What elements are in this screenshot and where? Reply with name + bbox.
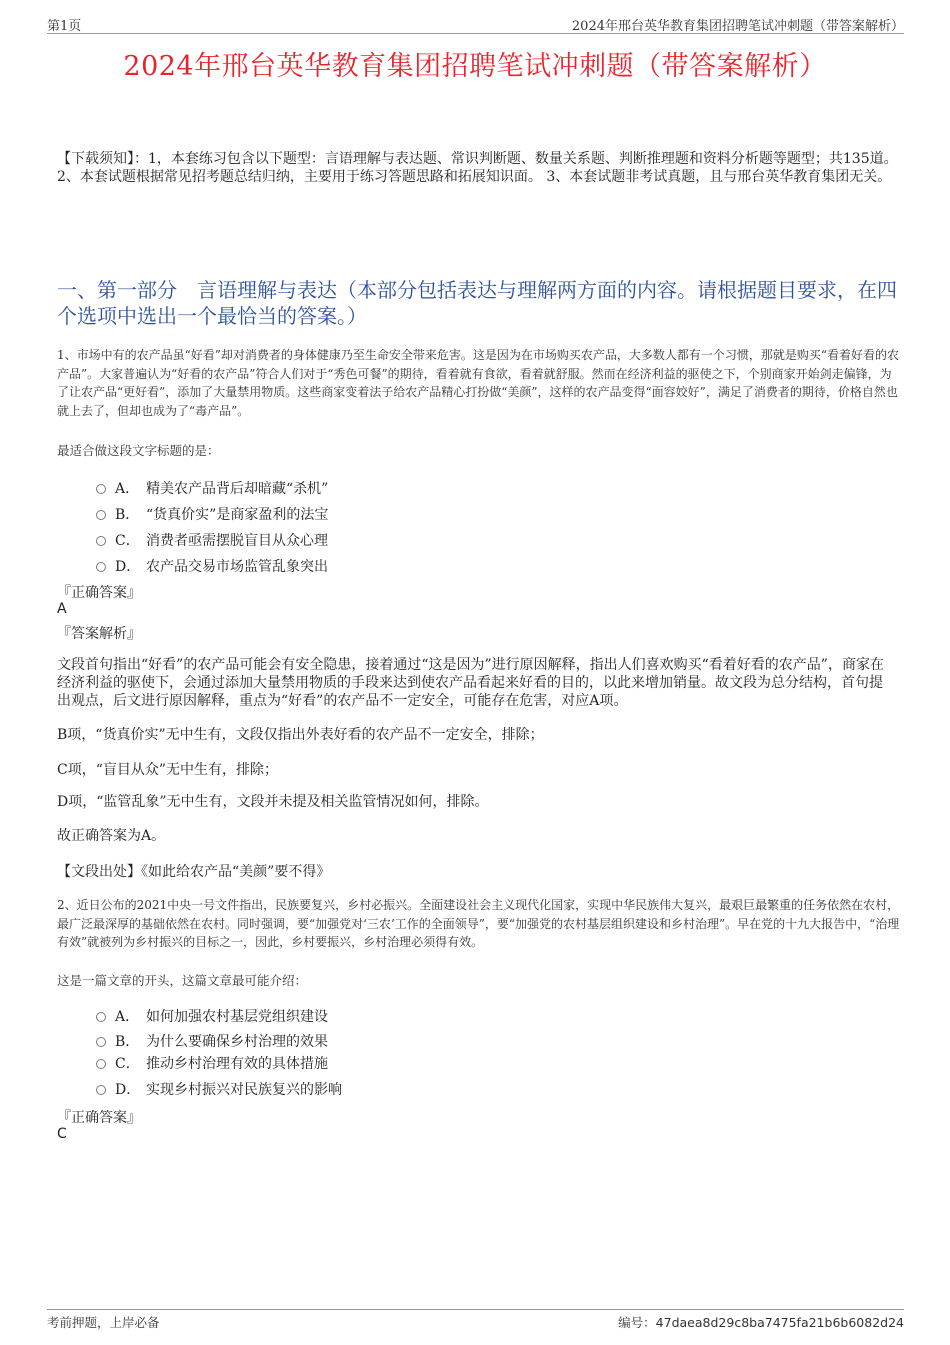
option-letter: D． [115, 559, 141, 575]
question-1-option-c[interactable] [96, 530, 328, 550]
option-text: 农产品交易市场监管乱象突出 [146, 559, 328, 575]
option-letter: B． [115, 1034, 140, 1050]
header-divider [47, 33, 904, 34]
option-letter: D． [115, 1082, 141, 1098]
radio-icon[interactable] [96, 510, 106, 520]
radio-icon[interactable] [96, 1012, 106, 1022]
option-text: 如何加强农村基层党组织建设 [146, 1009, 328, 1025]
question-1-analysis-paragraph: D项，“监管乱象”无中生有，文段并未提及相关监管情况如何，排除。 [57, 794, 489, 810]
option-text: 推动乡村治理有效的具体措施 [146, 1056, 328, 1072]
question-1-prompt: 最适合做这段文字标题的是： [57, 443, 220, 458]
page-title: 2024年邢台英华教育集团招聘笔试冲刺题（带答案解析） [123, 51, 827, 82]
serial-code: 47daea8d29c8ba7475fa21b6b6082d24 [655, 1315, 904, 1330]
footer-divider [47, 1309, 904, 1310]
option-text: 消费者亟需摆脱盲目从众心理 [146, 533, 328, 549]
question-2-text: 2、近日公布的2021中央一号文件指出，民族要复兴，乡村必振兴。全面建设社会主义现代化国家，实现中华民族伟大复兴，最艰巨最繁重的任务依然在农村，最广泛最深厚的基础依然在农村。同时强调，要“加强党对‘三农’工作的全面领导”，要“加强党的农村基层组织建设和乡村治理”。早在党的十九大报告中，“治理有效”就被列为乡村振兴的目标之一，因此，乡村要振兴，乡村治理必须得有效。 [57, 898, 900, 949]
footer-slogan: 考前押题，上岸必备 [47, 1315, 160, 1330]
question-1-source: 【文段出处】《如此给农产品“美颜”要不得》 [57, 864, 331, 880]
question-1-option-a[interactable] [96, 478, 328, 498]
question-1-analysis-paragraph: 文段首句指出“好看”的农产品可能会有安全隐患，接着通过“这是因为”进行原因解释，指出人们喜欢购买“看着好看的农产品”，商家在经济利益的驱使下，会通过添加大量禁用物质的手段来达到使农产品看起来好看的目的，以此来增加销量。故文段为总分结构，首句提出观点，后文进行原因解释，重点为“好看”的农产品不一定安全，可能存在危害，对应A项。 [57, 657, 884, 709]
footer-serial [618, 1313, 904, 1331]
question-2-option-a[interactable] [96, 1006, 328, 1026]
option-letter: A． [115, 481, 140, 497]
option-text: 实现乡村振兴对民族复兴的影响 [146, 1082, 342, 1098]
radio-icon[interactable] [96, 1059, 106, 1069]
download-notice: 【下载须知】：1，本套练习包含以下题型：言语理解与表达题、常识判断题、数量关系题、判断推理题和资料分析题等题型；共135道。 2、本套试题根据常见招考题总结归纳，主要用于练习答题思路和拓展知识面。 3、本套试题非考试真题，且与邢台英华教育集团无关。 [57, 151, 898, 185]
question-2-answer-label: 『正确答案』 [57, 1110, 141, 1126]
option-letter: B． [115, 507, 140, 523]
question-2-prompt: 这是一篇文章的开头，这篇文章最可能介绍： [57, 973, 308, 988]
radio-icon[interactable] [96, 536, 106, 546]
question-2-option-b[interactable] [96, 1031, 328, 1051]
radio-icon[interactable] [96, 562, 106, 572]
question-1-option-b[interactable] [96, 504, 328, 524]
option-text: 精美农产品背后却暗藏“杀机” [146, 481, 329, 497]
question-1-analysis-paragraph: C项，“盲目从众”无中生有，排除； [57, 762, 279, 778]
question-1-text: 1、市场中有的农产品虽“好看”却对消费者的身体健康乃至生命安全带来危害。这是因为在市场购买农产品，大多数人都有一个习惯，那就是购买“看着好看的农产品”。大家普遍认为“好看的农产品”符合人们对于“秀色可餐”的期待，看着就有食欲，看着就舒服。然而在经济利益的驱使之下，个别商家开始剑走偏锋，为了让农产品“更好看”，添加了大量禁用物质。这些商家变着法子给农产品精心打扮做“美颜”，这样的农产品变得“面容姣好”，满足了消费者的期待，价格自然也就上去了，但却也成为了“毒产品”。 [57, 348, 900, 418]
option-letter: A． [115, 1009, 140, 1025]
question-1-option-d[interactable] [96, 556, 328, 576]
question-1-analysis-paragraph: B项，“货真价实”无中生有，文段仅指出外表好看的农产品不一定安全，排除； [57, 727, 544, 743]
option-text: “货真价实”是商家盈利的法宝 [146, 507, 329, 523]
question-1-answer: A [57, 601, 67, 617]
question-2-answer: C [57, 1126, 67, 1142]
serial-label: 编号： [618, 1315, 656, 1330]
radio-icon[interactable] [96, 1037, 106, 1047]
header-doc-title: 2024年邢台英华教育集团招聘笔试冲刺题（带答案解析） [571, 19, 904, 34]
radio-icon[interactable] [96, 484, 106, 494]
question-1-answer-label: 『正确答案』 [57, 585, 141, 601]
question-2-option-c[interactable] [96, 1053, 328, 1073]
option-letter: C． [115, 533, 140, 549]
radio-icon[interactable] [96, 1085, 106, 1095]
page-number: 第1页 [47, 19, 82, 34]
option-letter: C． [115, 1056, 140, 1072]
question-2-option-d[interactable] [96, 1079, 342, 1099]
question-1-analysis-label: 『答案解析』 [57, 626, 141, 642]
question-1-analysis-paragraph: 故正确答案为A。 [57, 828, 166, 844]
option-text: 为什么要确保乡村治理的效果 [146, 1034, 328, 1050]
section-heading: 一、第一部分 言语理解与表达（本部分包括表达与理解两方面的内容。请根据题目要求，在四个选项中选出一个最恰当的答案。） [57, 278, 897, 328]
